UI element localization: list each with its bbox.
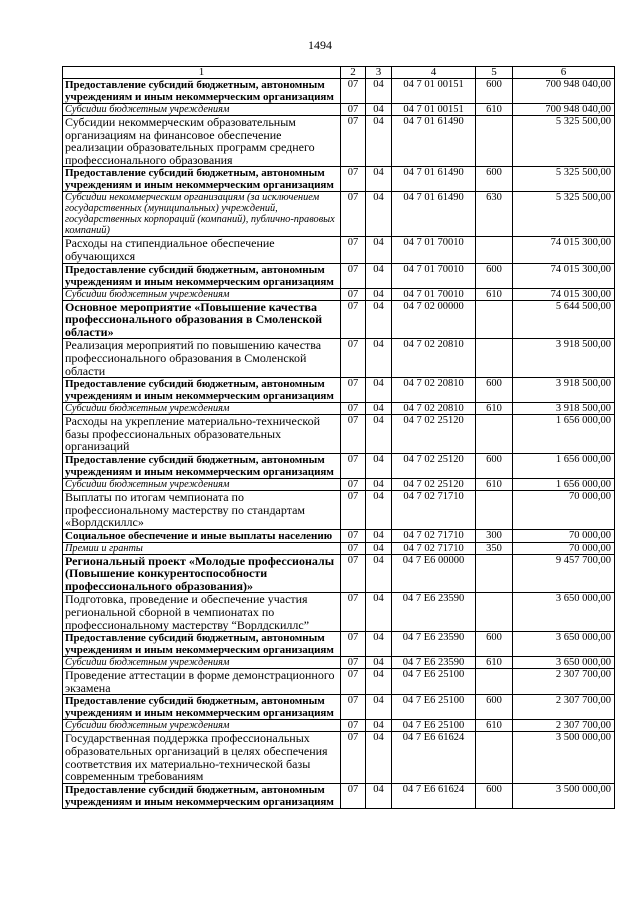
row-section: 07 [341,632,366,657]
table-row [63,632,615,657]
row-section: 07 [341,263,366,288]
row-expense-type: 600 [476,695,513,720]
row-expense-type [476,415,513,454]
row-section: 07 [341,192,366,237]
table-row [63,490,615,529]
row-name: Подготовка, проведение и обеспечение участия региональной сборной в чемпионатах по профессиональному мастерству “Ворлдскиллс” [63,593,341,632]
row-expense-type [476,554,513,593]
row-subsection: 04 [366,378,392,403]
row-section: 07 [341,478,366,490]
row-expense-type: 350 [476,542,513,554]
table-row [63,339,615,378]
row-expense-type: 600 [476,167,513,192]
table-row [63,669,615,695]
row-subsection: 04 [366,167,392,192]
table-row [63,237,615,263]
table-row [63,695,615,720]
row-amount: 700 948 040,00 [513,79,615,104]
row-expense-type [476,237,513,263]
row-expense-type: 610 [476,104,513,116]
row-expense-type: 610 [476,657,513,669]
row-name: Предоставление субсидий бюджетным, автономным учреждениям и иным некоммерческим организациям [63,632,341,657]
table-row [63,104,615,116]
row-section: 07 [341,415,366,454]
table-row [63,720,615,732]
budget-table [62,66,615,809]
row-section: 07 [341,695,366,720]
row-section: 07 [341,453,366,478]
row-amount: 2 307 700,00 [513,669,615,695]
row-expense-type: 600 [476,378,513,403]
table-row [63,263,615,288]
row-name: Государственная поддержка профессиональных образовательных организаций в целях обеспечения соответствия их материально-технической базы современным требованиям [63,732,341,783]
row-amount: 1 656 000,00 [513,453,615,478]
row-section: 07 [341,403,366,415]
table-row [63,478,615,490]
row-amount: 3 650 000,00 [513,632,615,657]
row-subsection: 04 [366,490,392,529]
row-name: Расходы на укрепление материально-технической базы профессиональных образовательных организаций [63,415,341,454]
row-amount: 3 918 500,00 [513,378,615,403]
row-target-article: 04 7 01 70010 [392,288,476,300]
row-expense-type [476,490,513,529]
table-header-row [63,67,615,79]
row-section: 07 [341,593,366,632]
row-subsection: 04 [366,695,392,720]
row-name: Социальное обеспечение и иные выплаты населению [63,529,341,542]
row-amount: 5 325 500,00 [513,192,615,237]
row-subsection: 04 [366,263,392,288]
row-amount: 5 644 500,00 [513,300,615,339]
row-expense-type: 610 [476,403,513,415]
row-subsection: 04 [366,192,392,237]
table-row [63,593,615,632]
row-expense-type: 610 [476,288,513,300]
row-expense-type [476,116,513,167]
row-subsection: 04 [366,542,392,554]
row-subsection: 04 [366,300,392,339]
table-row [63,542,615,554]
row-name: Реализация мероприятий по повышению качества профессионального образования в Смоленской области [63,339,341,378]
row-expense-type: 600 [476,632,513,657]
row-amount: 1 656 000,00 [513,415,615,454]
row-section: 07 [341,116,366,167]
row-subsection: 04 [366,288,392,300]
row-section: 07 [341,554,366,593]
table-row [63,167,615,192]
row-subsection: 04 [366,657,392,669]
row-expense-type: 300 [476,529,513,542]
row-section: 07 [341,732,366,783]
row-target-article: 04 7 02 25120 [392,453,476,478]
row-name: Субсидии бюджетным учреждениям [63,104,341,116]
row-expense-type: 610 [476,478,513,490]
row-name: Субсидии бюджетным учреждениям [63,720,341,732]
row-section: 07 [341,529,366,542]
row-amount: 3 918 500,00 [513,403,615,415]
header-col-4: 4 [392,67,476,79]
row-target-article: 04 7 E6 61624 [392,783,476,808]
row-expense-type [476,339,513,378]
row-target-article: 04 7 01 70010 [392,263,476,288]
row-target-article: 04 7 01 00151 [392,104,476,116]
row-amount: 74 015 300,00 [513,263,615,288]
row-expense-type [476,300,513,339]
row-target-article: 04 7 01 00151 [392,79,476,104]
row-subsection: 04 [366,554,392,593]
row-expense-type [476,593,513,632]
row-subsection: 04 [366,529,392,542]
row-amount: 700 948 040,00 [513,104,615,116]
row-subsection: 04 [366,403,392,415]
header-col-3: 3 [366,67,392,79]
row-target-article: 04 7 02 71710 [392,542,476,554]
row-amount: 2 307 700,00 [513,695,615,720]
table-row [63,554,615,593]
table-row [63,192,615,237]
row-target-article: 04 7 02 20810 [392,403,476,415]
row-amount: 70 000,00 [513,490,615,529]
row-subsection: 04 [366,453,392,478]
row-subsection: 04 [366,732,392,783]
row-name: Предоставление субсидий бюджетным, автономным учреждениям и иным некоммерческим организациям [63,453,341,478]
row-target-article: 04 7 02 25120 [392,415,476,454]
table-row [63,116,615,167]
row-subsection: 04 [366,632,392,657]
row-target-article: 04 7 02 00000 [392,300,476,339]
row-target-article: 04 7 02 71710 [392,529,476,542]
row-name: Субсидии бюджетным учреждениям [63,288,341,300]
row-amount: 3 500 000,00 [513,783,615,808]
row-name: Выплаты по итогам чемпионата по профессиональному мастерству по стандартам «Ворлдскиллс» [63,490,341,529]
row-target-article: 04 7 01 61490 [392,116,476,167]
row-amount: 2 307 700,00 [513,720,615,732]
row-section: 07 [341,783,366,808]
row-name: Предоставление субсидий бюджетным, автономным учреждениям и иным некоммерческим организациям [63,79,341,104]
row-section: 07 [341,669,366,695]
row-target-article: 04 7 02 20810 [392,378,476,403]
row-subsection: 04 [366,783,392,808]
table-row [63,529,615,542]
row-section: 07 [341,378,366,403]
row-amount: 74 015 300,00 [513,288,615,300]
row-name: Предоставление субсидий бюджетным, автономным учреждениям и иным некоммерческим организациям [63,695,341,720]
row-target-article: 04 7 02 20810 [392,339,476,378]
row-amount: 70 000,00 [513,529,615,542]
table-row [63,403,615,415]
row-name: Предоставление субсидий бюджетным, автономным учреждениям и иным некоммерческим организациям [63,167,341,192]
table-row [63,732,615,783]
row-target-article: 04 7 02 71710 [392,490,476,529]
row-expense-type [476,669,513,695]
row-name: Проведение аттестации в форме демонстрационного экзамена [63,669,341,695]
row-target-article: 04 7 02 25120 [392,478,476,490]
table-row [63,783,615,808]
row-name: Премии и гранты [63,542,341,554]
row-name: Субсидии некоммерческим образовательным организациям на финансовое обеспечение реализации образовательных программ среднего профессионального образования [63,116,341,167]
row-target-article: 04 7 01 61490 [392,192,476,237]
row-subsection: 04 [366,116,392,167]
row-section: 07 [341,720,366,732]
header-col-6: 6 [513,67,615,79]
row-subsection: 04 [366,339,392,378]
row-subsection: 04 [366,478,392,490]
row-amount: 74 015 300,00 [513,237,615,263]
row-amount: 5 325 500,00 [513,116,615,167]
row-subsection: 04 [366,593,392,632]
row-target-article: 04 7 E6 23590 [392,632,476,657]
row-name: Предоставление субсидий бюджетным, автономным учреждениям и иным некоммерческим организациям [63,263,341,288]
row-amount: 3 918 500,00 [513,339,615,378]
row-target-article: 04 7 E6 25100 [392,720,476,732]
row-amount: 70 000,00 [513,542,615,554]
row-section: 07 [341,167,366,192]
row-amount: 1 656 000,00 [513,478,615,490]
row-section: 07 [341,339,366,378]
table-row [63,453,615,478]
table-row [63,415,615,454]
row-target-article: 04 7 01 70010 [392,237,476,263]
row-expense-type: 610 [476,720,513,732]
row-section: 07 [341,288,366,300]
header-col-2: 2 [341,67,366,79]
row-expense-type: 630 [476,192,513,237]
row-amount: 9 457 700,00 [513,554,615,593]
table-row [63,288,615,300]
table-row [63,79,615,104]
row-target-article: 04 7 E6 25100 [392,669,476,695]
row-subsection: 04 [366,79,392,104]
row-name: Основное мероприятие «Повышение качества профессионального образования в Смоленской области» [63,300,341,339]
row-expense-type: 600 [476,263,513,288]
row-subsection: 04 [366,669,392,695]
row-section: 07 [341,79,366,104]
row-subsection: 04 [366,104,392,116]
row-expense-type: 600 [476,79,513,104]
table-row [63,300,615,339]
row-section: 07 [341,237,366,263]
row-subsection: 04 [366,237,392,263]
row-section: 07 [341,490,366,529]
row-section: 07 [341,104,366,116]
row-target-article: 04 7 E6 23590 [392,593,476,632]
row-name: Субсидии бюджетным учреждениям [63,478,341,490]
row-subsection: 04 [366,720,392,732]
row-amount: 3 650 000,00 [513,657,615,669]
row-name: Субсидии некоммерческим организациям (за исключением государственных (муниципальных) учреждений, государственных корпораций (компаний), публично-правовых компаний) [63,192,341,237]
row-amount: 5 325 500,00 [513,167,615,192]
page-number: 1494 [308,38,332,52]
row-expense-type: 600 [476,783,513,808]
row-expense-type [476,732,513,783]
row-target-article: 04 7 E6 23590 [392,657,476,669]
row-name: Предоставление субсидий бюджетным, автономным учреждениям и иным некоммерческим организациям [63,378,341,403]
row-target-article: 04 7 01 61490 [392,167,476,192]
header-col-1: 1 [63,67,341,79]
row-section: 07 [341,542,366,554]
row-name: Предоставление субсидий бюджетным, автономным учреждениям и иным некоммерческим организациям [63,783,341,808]
row-name: Расходы на стипендиальное обеспечение обучающихся [63,237,341,263]
row-section: 07 [341,657,366,669]
table-row [63,657,615,669]
row-amount: 3 650 000,00 [513,593,615,632]
row-target-article: 04 7 E6 61624 [392,732,476,783]
row-target-article: 04 7 E6 00000 [392,554,476,593]
row-name: Региональный проект «Молодые профессионалы (Повышение конкурентоспособности профессионального образования)» [63,554,341,593]
row-section: 07 [341,300,366,339]
row-name: Субсидии бюджетным учреждениям [63,657,341,669]
table-row [63,378,615,403]
row-expense-type: 600 [476,453,513,478]
header-col-5: 5 [476,67,513,79]
row-target-article: 04 7 E6 25100 [392,695,476,720]
row-subsection: 04 [366,415,392,454]
row-name: Субсидии бюджетным учреждениям [63,403,341,415]
row-amount: 3 500 000,00 [513,732,615,783]
